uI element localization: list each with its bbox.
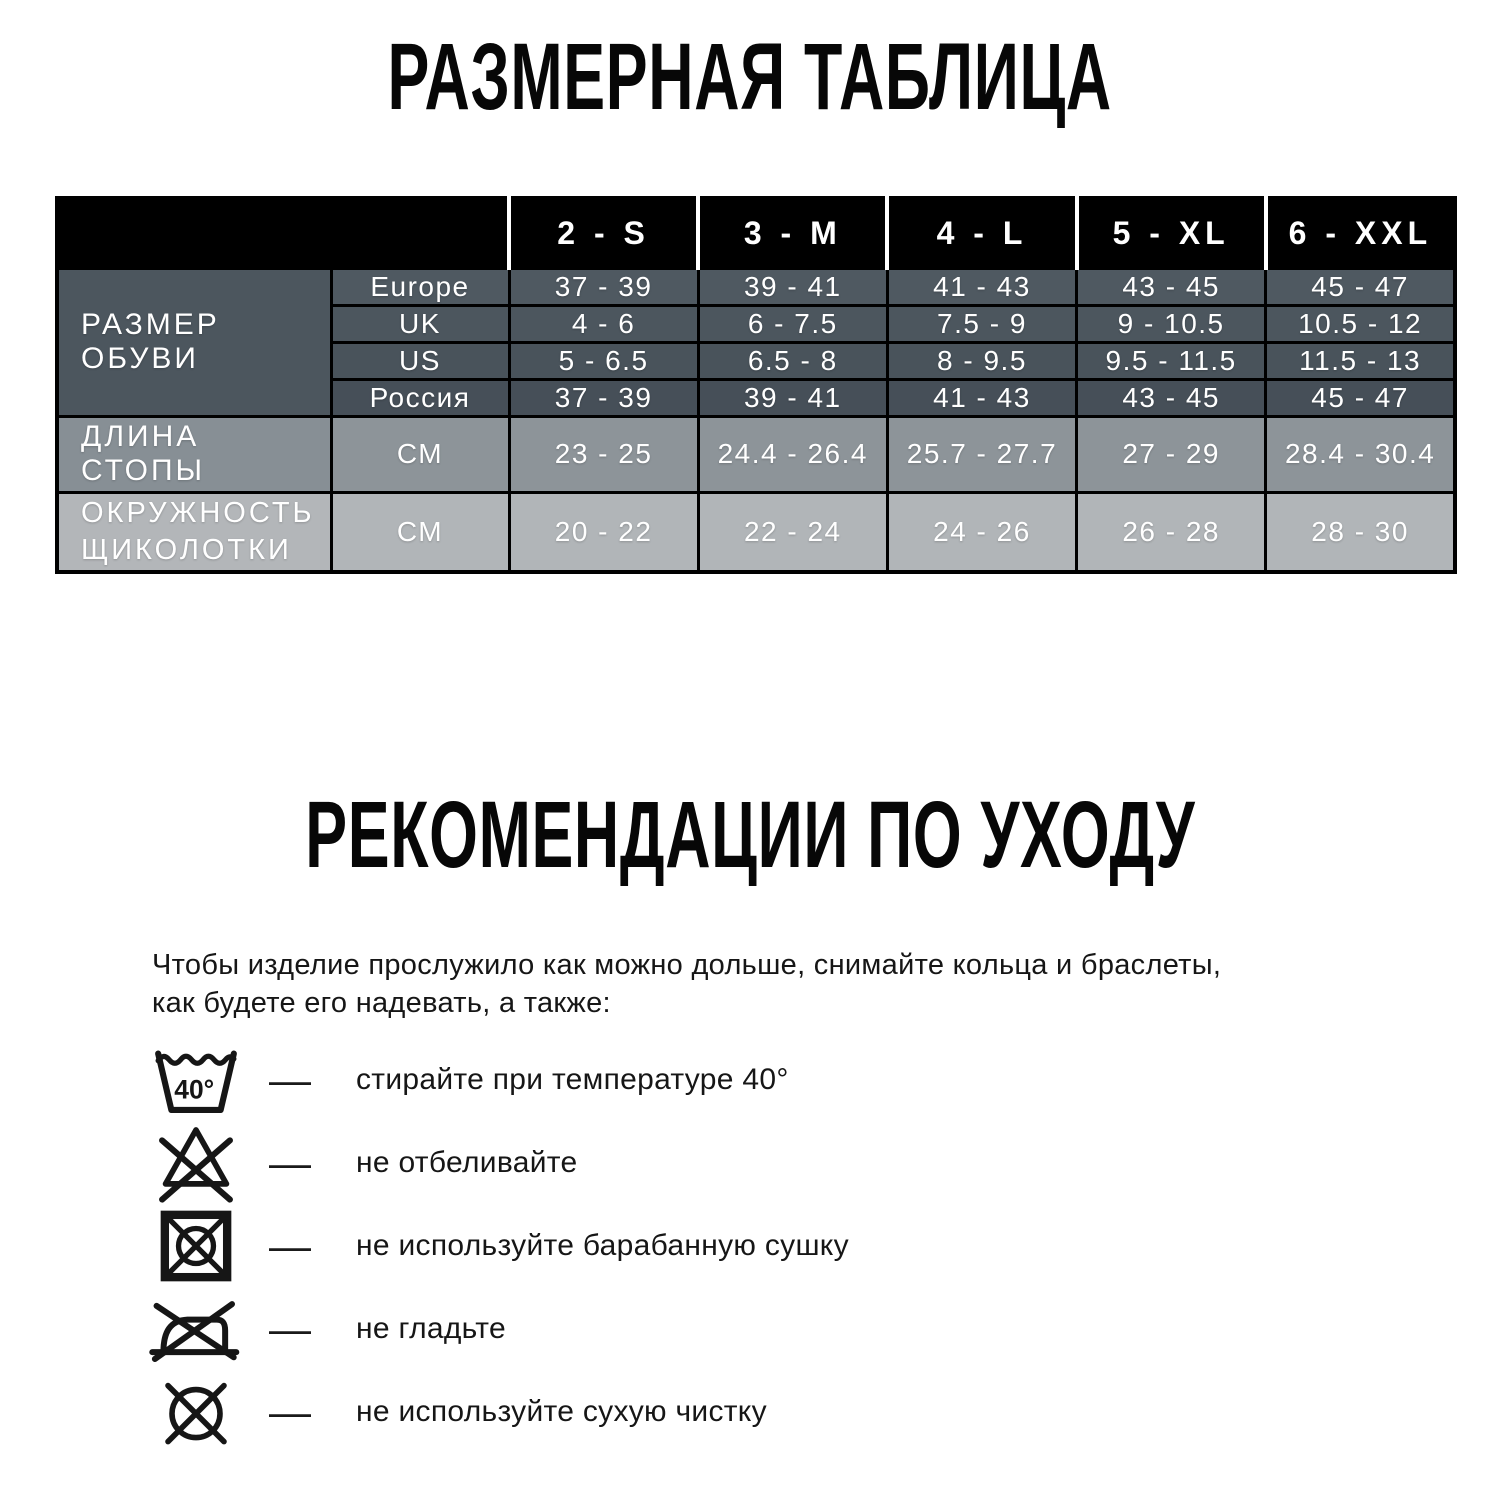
table-cell: 28.4 - 30.4	[1266, 416, 1455, 492]
table-cell: 5 - 6.5	[509, 342, 698, 379]
row-label: Россия	[331, 379, 509, 416]
care-item-text: не гладьте	[356, 1312, 506, 1345]
table-cell: 23 - 25	[509, 416, 698, 492]
table-cell: 41 - 43	[887, 379, 1076, 416]
table-cell: 20 - 22	[509, 492, 698, 572]
table-header-row	[57, 198, 1455, 268]
size-header-4l: 4 - L	[887, 198, 1076, 268]
table-row-ankle-girth	[57, 492, 1455, 572]
care-item-text: не используйте барабанную сушку	[356, 1229, 849, 1262]
row-label: СМ	[331, 492, 509, 572]
no-dry-clean-icon	[148, 1372, 244, 1452]
row-label: US	[331, 342, 509, 379]
size-header-2s: 2 - S	[509, 198, 698, 268]
care-title: РЕКОМЕНДАЦИИ ПО УХОДУ	[304, 782, 1196, 888]
table-cell: 37 - 39	[509, 268, 698, 305]
size-header-5xl: 5 - XL	[1077, 198, 1266, 268]
care-item-no-bleach	[148, 1127, 1248, 1199]
table-cell: 27 - 29	[1077, 416, 1266, 492]
table-cell: 4 - 6	[509, 305, 698, 342]
table-cell: 25.7 - 27.7	[887, 416, 1076, 492]
table-cell: 39 - 41	[698, 268, 887, 305]
care-dash: —	[269, 1056, 311, 1103]
page-title	[0, 24, 1500, 130]
care-dash: —	[269, 1139, 311, 1186]
table-cell: 11.5 - 13	[1266, 342, 1455, 379]
size-header-3m: 3 - M	[698, 198, 887, 268]
wash-40-icon	[148, 1043, 244, 1117]
table-cell: 37 - 39	[509, 379, 698, 416]
row-label: Europe	[331, 268, 509, 305]
no-iron-icon	[148, 1293, 244, 1365]
table-cell: 39 - 41	[698, 379, 887, 416]
care-intro-line1: Чтобы изделие прослужило как можно дольше, снимайте кольца и браслеты,	[152, 949, 1222, 981]
care-section-title-wrap	[0, 782, 1500, 888]
care-dash: —	[269, 1388, 311, 1435]
table-row-europe	[57, 268, 1455, 305]
care-item-text: не используйте сухую чистку	[356, 1395, 767, 1428]
table-cell: 22 - 24	[698, 492, 887, 572]
table-cell: 24.4 - 26.4	[698, 416, 887, 492]
table-cell: 7.5 - 9	[887, 305, 1076, 342]
table-cell: 26 - 28	[1077, 492, 1266, 572]
row-group-foot-length-label: ДЛИНА СТОПЫ	[57, 416, 331, 492]
care-list	[148, 1044, 1248, 1459]
care-item-text: не отбеливайте	[356, 1146, 578, 1179]
table-cell: 45 - 47	[1266, 379, 1455, 416]
table-cell: 28 - 30	[1266, 492, 1455, 572]
table-cell: 45 - 47	[1266, 268, 1455, 305]
care-item-wash	[148, 1044, 1248, 1116]
table-cell: 6 - 7.5	[698, 305, 887, 342]
row-group-ankle-girth-label: ОКРУЖНОСТЬ ЩИКОЛОТКИ	[57, 492, 331, 572]
table-cell: 43 - 45	[1077, 268, 1266, 305]
table-cell: 24 - 26	[887, 492, 1076, 572]
table-cell: 8 - 9.5	[887, 342, 1076, 379]
care-intro-line2: как будете его надевать, а также:	[152, 987, 611, 1019]
size-table-title: РАЗМЕРНАЯ ТАБЛИЦА	[387, 24, 1113, 130]
row-label: СМ	[331, 416, 509, 492]
care-intro	[152, 946, 1221, 1022]
size-table	[55, 196, 1457, 574]
no-tumble-dry-icon	[148, 1208, 244, 1284]
table-cell: 41 - 43	[887, 268, 1076, 305]
care-item-no-dry-clean	[148, 1376, 1248, 1448]
table-cell: 43 - 45	[1077, 379, 1266, 416]
row-label: UK	[331, 305, 509, 342]
table-cell: 10.5 - 12	[1266, 305, 1455, 342]
care-item-no-iron	[148, 1293, 1248, 1365]
table-corner-cell	[57, 198, 509, 268]
care-dash: —	[269, 1305, 311, 1352]
care-item-no-tumble-dry	[148, 1210, 1248, 1282]
table-row-foot-length	[57, 416, 1455, 492]
table-cell: 9.5 - 11.5	[1077, 342, 1266, 379]
size-header-6xxl: 6 - XXL	[1266, 198, 1455, 268]
row-group-shoe-size-label: РАЗМЕР ОБУВИ	[57, 268, 331, 416]
care-dash: —	[269, 1222, 311, 1269]
table-cell: 6.5 - 8	[698, 342, 887, 379]
wash-temp-label: 40°	[174, 1074, 215, 1105]
no-bleach-icon	[148, 1123, 244, 1203]
table-cell: 9 - 10.5	[1077, 305, 1266, 342]
care-item-text: стирайте при температуре 40°	[356, 1063, 789, 1096]
